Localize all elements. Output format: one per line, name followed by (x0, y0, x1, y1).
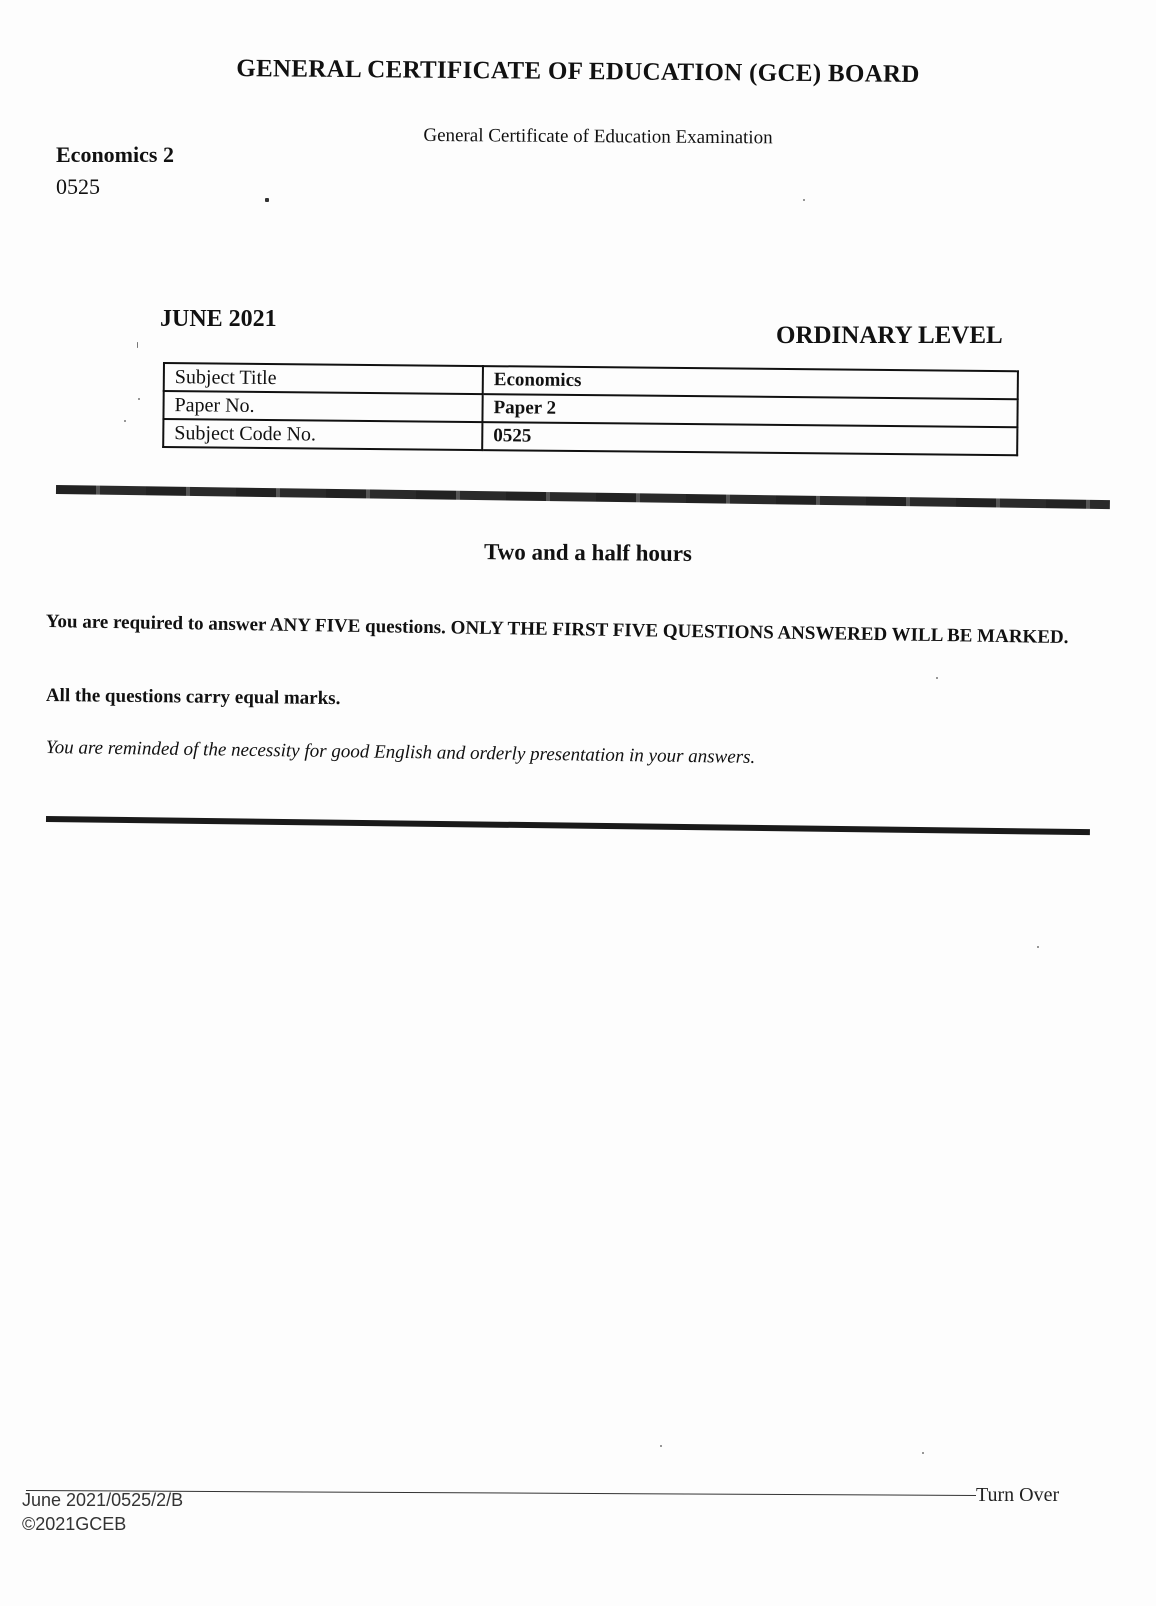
paper-reference: June 2021/0525/2/B (22, 1490, 184, 1510)
scan-speck (137, 342, 138, 348)
scan-speck (660, 1445, 662, 1447)
board-title: GENERAL CERTIFICATE OF EDUCATION (GCE) BOARD (236, 55, 920, 88)
row-label: Paper No. (163, 391, 482, 422)
scan-speck (936, 677, 938, 679)
row-label: Subject Title (164, 363, 483, 394)
scan-speck (124, 420, 126, 422)
marks-instruction: All the questions carry equal marks. (45, 685, 341, 710)
subject-code: 0525 (56, 174, 100, 199)
row-value: Paper 2 (482, 394, 1017, 427)
exam-duration: Two and a half hours (483, 539, 693, 566)
scan-speck (265, 198, 269, 202)
presentation-reminder: You are reminded of the necessity for good English and orderly presentation in your answers. (45, 737, 756, 768)
paper-info-table (162, 362, 1019, 456)
row-value: 0525 (482, 422, 1017, 455)
scan-speck (1037, 946, 1039, 948)
bottom-divider (46, 816, 1090, 835)
subject-name: Economics 2 (56, 142, 174, 167)
scan-speck (138, 398, 140, 400)
scan-speck (922, 1452, 924, 1454)
scan-speck (803, 199, 805, 201)
exam-level: ORDINARY LEVEL (776, 322, 1003, 349)
top-divider (56, 485, 1110, 509)
copyright: ©2021GCEB (22, 1514, 127, 1534)
turn-over-label: Turn Over (976, 1484, 1060, 1506)
examination-title: General Certificate of Education Examination (423, 124, 773, 149)
row-value: Economics (483, 366, 1018, 399)
answer-instruction: You are required to answer ANY FIVE questions. ONLY THE FIRST FIVE QUESTIONS ANSWERED WILL BE MARKED. (45, 611, 1069, 649)
row-label: Subject Code No. (163, 419, 482, 450)
exam-session: JUNE 2021 (160, 306, 277, 332)
